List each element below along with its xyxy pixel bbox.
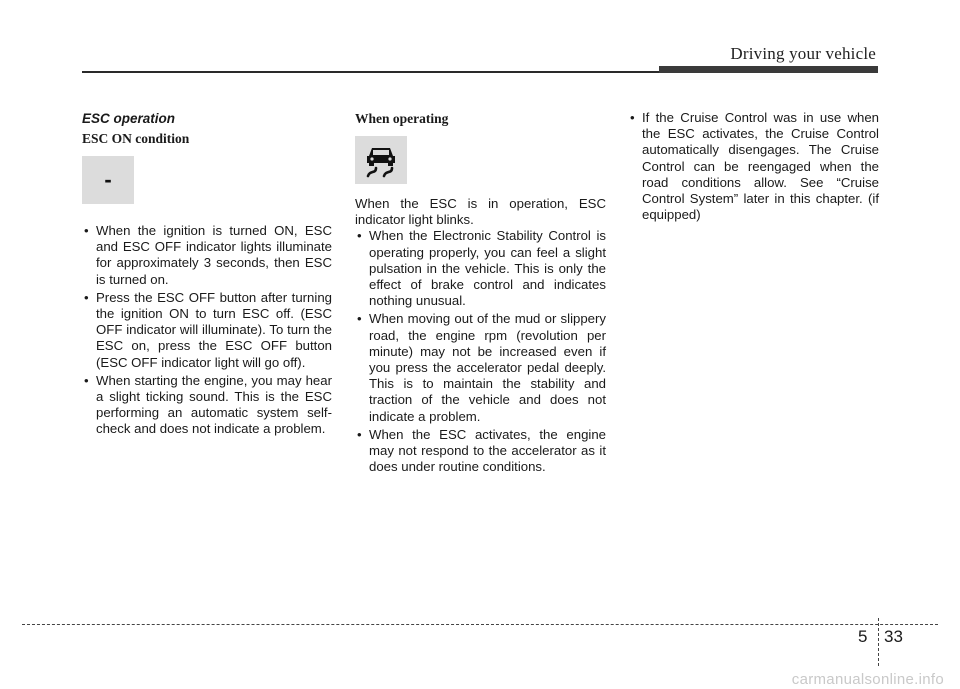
- when-operating-heading: When operating: [355, 111, 449, 126]
- operating-bullet-list: [355, 228, 606, 475]
- chapter-number: 5: [858, 627, 868, 646]
- column-2: [355, 110, 606, 477]
- watermark: carmanualsonline.info: [791, 671, 944, 688]
- esc-on-condition-heading: ESC ON condition: [82, 131, 190, 146]
- esc-skid-icon: [355, 136, 407, 184]
- list-item: • If the Cruise Control was in use when the ESC activates, the Cruise Control automatically disengages. The Cruise Control can be reengaged when the road conditions allow. See “Cruise Control System” later in this chapter. (if equipped): [628, 110, 879, 223]
- page-number: 33: [884, 627, 903, 646]
- footer-divider: [878, 618, 879, 666]
- list-item: • When the Electronic Stability Control is operating properly, you can feel a slight pulsation in the vehicle. This is only the effect of brake control and indicates nothing unusual.: [355, 228, 606, 309]
- operating-paragraph: When the ESC is in operation, ESC indicator light blinks.: [355, 196, 606, 228]
- column-3: [628, 110, 879, 225]
- esc-on-bullet-list: [82, 223, 332, 438]
- header-rule: [82, 71, 662, 73]
- list-item: • When moving out of the mud or slippery road, the engine rpm (revolution per minute) may not be increased even if you press the accelerator pedal deeply. This is to maintain the stability and traction of the vehicle and does not indicate a problem.: [355, 311, 606, 424]
- esc-skid-icon-graphic: [362, 141, 400, 179]
- esc-off-indicator-icon: [82, 156, 134, 204]
- header-rule-accent: [659, 66, 878, 73]
- list-item: • When starting the engine, you may hear a slight ticking sound. This is the ESC performing an automatic system self-check and does not indicate a problem.: [82, 373, 332, 438]
- list-item: • Press the ESC OFF button after turning the ignition ON to turn ESC off. (ESC OFF indicator will illuminate). To turn the ESC on, press the ESC OFF button (ESC OFF indicator light will go off).: [82, 290, 332, 371]
- cruise-bullet-list: [628, 110, 879, 223]
- footer-rule: [22, 624, 938, 625]
- column-1: [82, 110, 332, 440]
- indicator-symbol: -: [104, 167, 112, 192]
- section-title: ESC operation: [82, 111, 176, 126]
- page-header-title: Driving your vehicle: [730, 44, 876, 63]
- list-item: • When the ignition is turned ON, ESC and ESC OFF indicator lights illuminate for approximately 3 seconds, then ESC is turned on.: [82, 223, 332, 288]
- list-item: • When the ESC activates, the engine may not respond to the accelerator as it does under routine conditions.: [355, 427, 606, 476]
